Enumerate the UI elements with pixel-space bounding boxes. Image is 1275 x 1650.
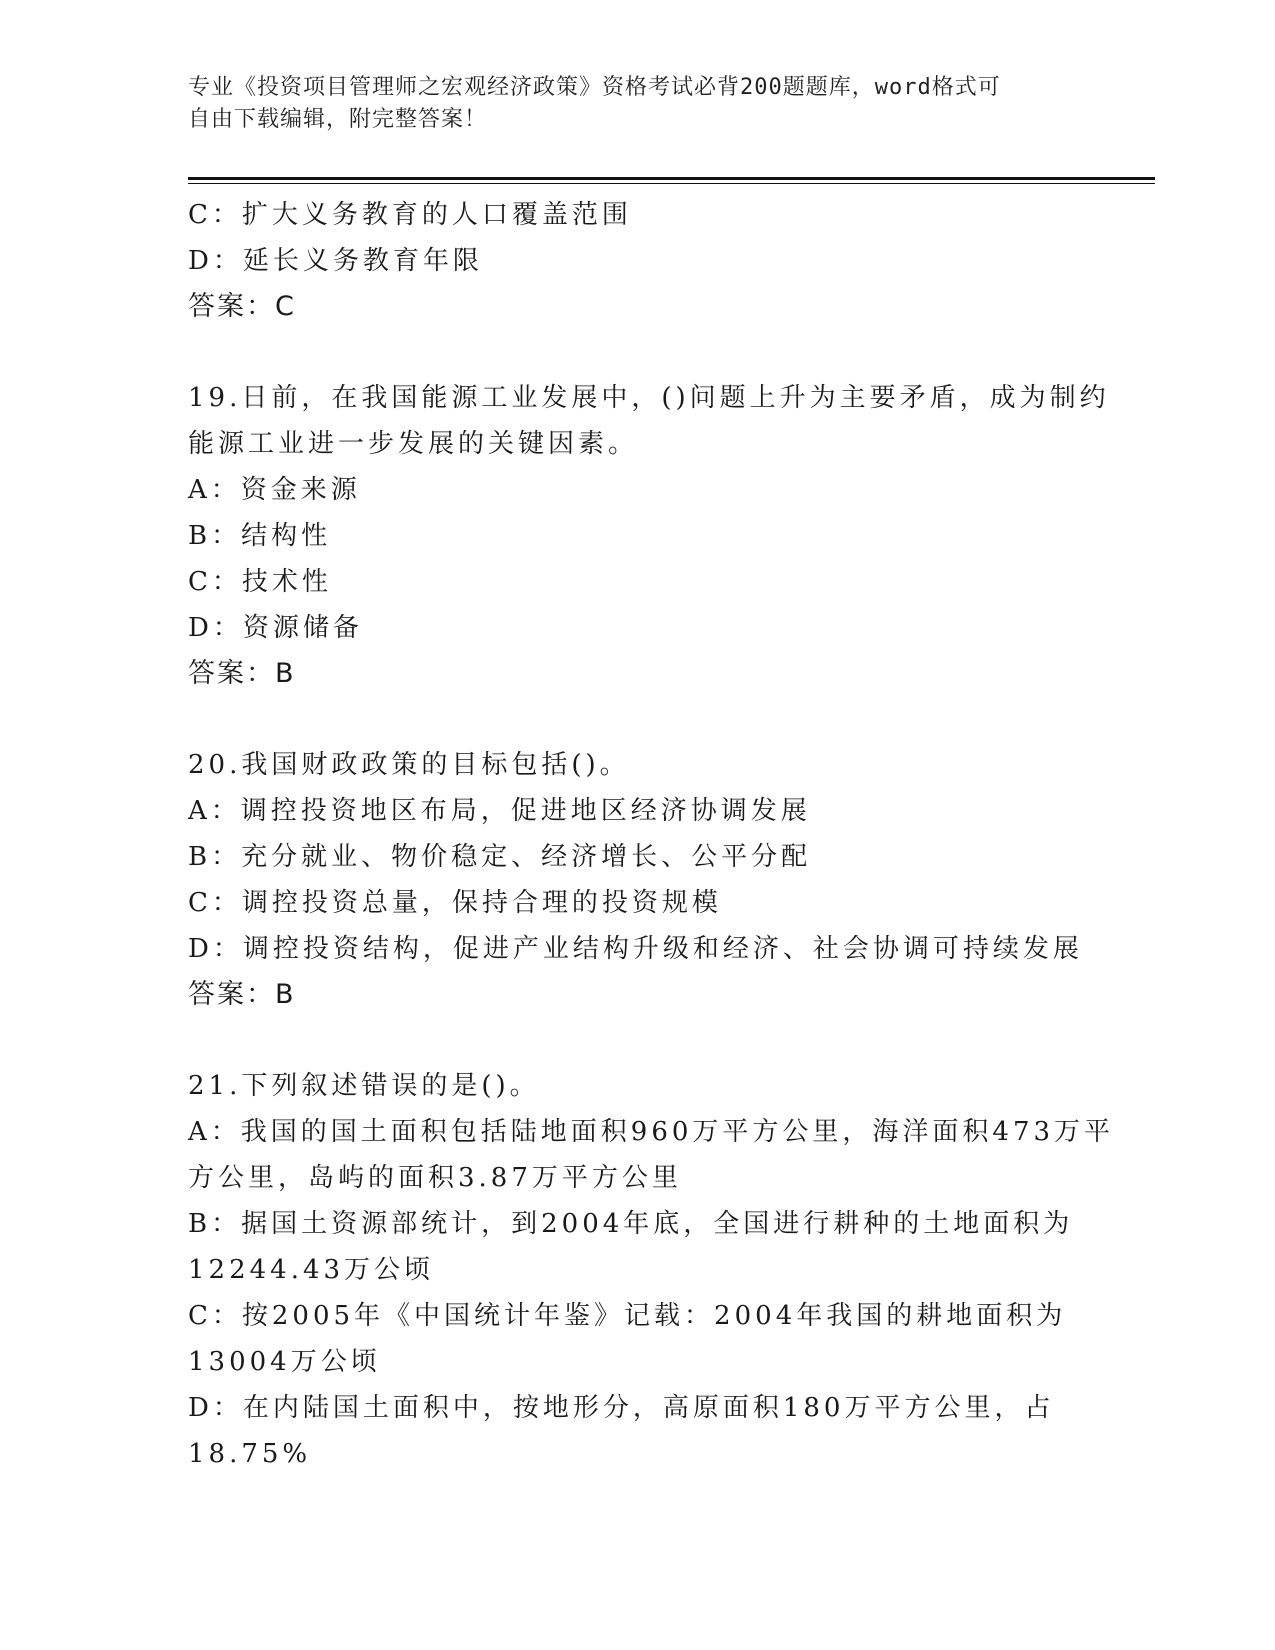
q18-answer: 答案：C	[188, 291, 296, 322]
q21-option-c-line-1: C：按2005年《中国统计年鉴》记载：2004年我国的耕地面积为	[188, 1301, 1067, 1331]
q19-option-c: C：技术性	[188, 567, 332, 597]
q18-option-d: D：延长义务教育年限	[188, 246, 483, 276]
q20-option-d: D：调控投资结构，促进产业结构升级和经济、社会协调可持续发展	[188, 934, 1083, 964]
q20-option-a: A：调控投资地区布局，促进地区经济协调发展	[188, 796, 811, 826]
document-header	[188, 72, 1088, 136]
header-line-1: 专业《投资项目管理师之宏观经济政策》资格考试必背200题题库，word格式可	[188, 75, 1001, 100]
q21-option-b-line-2: 12244.43万公顷	[188, 1255, 435, 1285]
q20-option-b: B：充分就业、物价稳定、经济增长、公平分配	[188, 842, 812, 872]
q21-option-b-line-1: B：据国土资源部统计，到2004年底，全国进行耕种的土地面积为	[188, 1209, 1074, 1239]
header-rule-thick	[188, 177, 1155, 180]
header-rule-thin	[188, 183, 1155, 184]
q21-option-a-line-2: 方公里，岛屿的面积3.87万平方公里	[188, 1163, 682, 1193]
spacer	[188, 1018, 1088, 1063]
spacer	[188, 330, 1088, 375]
question-18	[188, 192, 1088, 330]
question-20	[188, 742, 1088, 1018]
header-line-2: 自由下载编辑，附完整答案！	[188, 107, 488, 132]
q19-answer: 答案：B	[188, 658, 296, 689]
q20-answer: 答案：B	[188, 979, 296, 1010]
q21-option-d-line-1: D：在内陆国土面积中，按地形分，高原面积180万平方公里，占	[188, 1393, 1055, 1423]
question-21	[188, 1063, 1115, 1477]
spacer	[188, 697, 1088, 742]
q21-stem: 21.下列叙述错误的是()。	[188, 1071, 540, 1101]
q20-option-c: C：调控投资总量，保持合理的投资规模	[188, 888, 722, 918]
q19-stem-line-1: 19.日前，在我国能源工业发展中，()问题上升为主要矛盾，成为制约	[188, 383, 1110, 413]
question-19	[188, 375, 1110, 697]
q21-option-d-line-2: 18.75%	[188, 1439, 312, 1469]
q19-option-a: A：资金来源	[188, 475, 361, 505]
q19-option-b: B：结构性	[188, 521, 332, 551]
document-body	[188, 192, 1115, 1477]
q20-stem: 20.我国财政政策的目标包括()。	[188, 750, 630, 780]
q19-option-d: D：资源储备	[188, 613, 363, 643]
q18-option-c: C：扩大义务教育的人口覆盖范围	[188, 200, 632, 230]
q21-option-a-line-1: A：我国的国土面积包括陆地面积960万平方公里，海洋面积473万平	[188, 1117, 1115, 1147]
q21-option-c-line-2: 13004万公顷	[188, 1347, 381, 1377]
q19-stem-line-2: 能源工业进一步发展的关键因素。	[188, 429, 639, 459]
